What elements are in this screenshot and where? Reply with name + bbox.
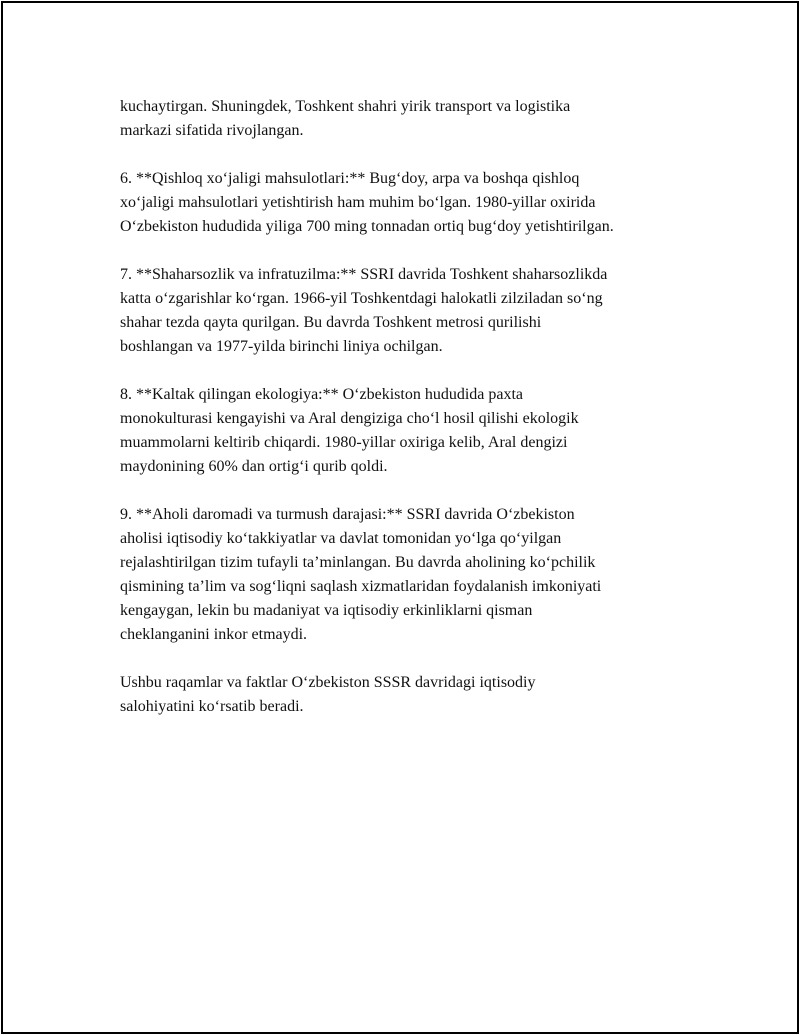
paragraph-conclusion bbox=[120, 671, 700, 719]
text-line: 9. **Aholi daromadi va turmush darajasi:** SSRI davrida O‘zbekiston bbox=[120, 506, 575, 523]
document-body bbox=[120, 95, 700, 743]
text-line: salohiyatini ko‘rsatib beradi. bbox=[120, 698, 304, 715]
text-line: monokulturasi kengayishi va Aral dengiziga cho‘l hosil qilishi ekologik bbox=[120, 410, 579, 427]
text-line: muammolarni keltirib chiqardi. 1980-yillar oxiriga kelib, Aral dengizi bbox=[120, 434, 568, 451]
paragraph-intro-continuation bbox=[120, 95, 700, 143]
text-line: 6. **Qishloq xo‘jaligi mahsulotlari:** Bug‘doy, arpa va boshqa qishloq bbox=[120, 170, 580, 187]
text-line: O‘zbekiston hududida yiliga 700 ming tonnadan ortiq bug‘doy yetishtirilgan. bbox=[120, 218, 614, 235]
text-line: shahar tezda qayta qurilgan. Bu davrda Toshkent metrosi qurilishi bbox=[120, 314, 542, 331]
text-line: rejalashtirilgan tizim tufayli ta’minlangan. Bu davrda aholining ko‘pchilik bbox=[120, 554, 596, 571]
text-line: kengaygan, lekin bu madaniyat va iqtisodiy erkinliklarni qisman bbox=[120, 602, 533, 619]
text-line: aholisi iqtisodiy ko‘takkiyatlar va davlat tomonidan yo‘lga qo‘yilgan bbox=[120, 530, 562, 547]
text-line: markazi sifatida rivojlangan. bbox=[120, 122, 304, 139]
text-line: 7. **Shaharsozlik va infratuzilma:** SSRI davrida Toshkent shaharsozlikda bbox=[120, 266, 608, 283]
text-line: kuchaytirgan. Shuningdek, Toshkent shahri yirik transport va logistika bbox=[120, 98, 571, 115]
text-line: qismining ta’lim va sog‘liqni saqlash xizmatlaridan foydalanish imkoniyati bbox=[120, 578, 602, 595]
paragraph-item-7 bbox=[120, 263, 700, 359]
paragraph-item-6 bbox=[120, 167, 700, 239]
paragraph-item-8 bbox=[120, 383, 700, 479]
text-line: boshlangan va 1977-yilda birinchi liniya ochilgan. bbox=[120, 338, 443, 355]
text-line: xo‘jaligi mahsulotlari yetishtirish ham muhim bo‘lgan. 1980-yillar oxirida bbox=[120, 194, 596, 211]
text-line: Ushbu raqamlar va faktlar O‘zbekiston SSSR davridagi iqtisodiy bbox=[120, 674, 536, 691]
text-line: 8. **Kaltak qilingan ekologiya:** O‘zbekiston hududida paxta bbox=[120, 386, 524, 403]
text-line: maydonining 60% dan ortig‘i qurib qoldi. bbox=[120, 458, 388, 475]
text-line: cheklanganini inkor etmaydi. bbox=[120, 626, 308, 643]
page-frame bbox=[1, 1, 799, 1034]
paragraph-item-9 bbox=[120, 503, 700, 647]
text-line: katta o‘zgarishlar ko‘rgan. 1966-yil Toshkentdagi halokatli zilziladan so‘ng bbox=[120, 290, 603, 307]
